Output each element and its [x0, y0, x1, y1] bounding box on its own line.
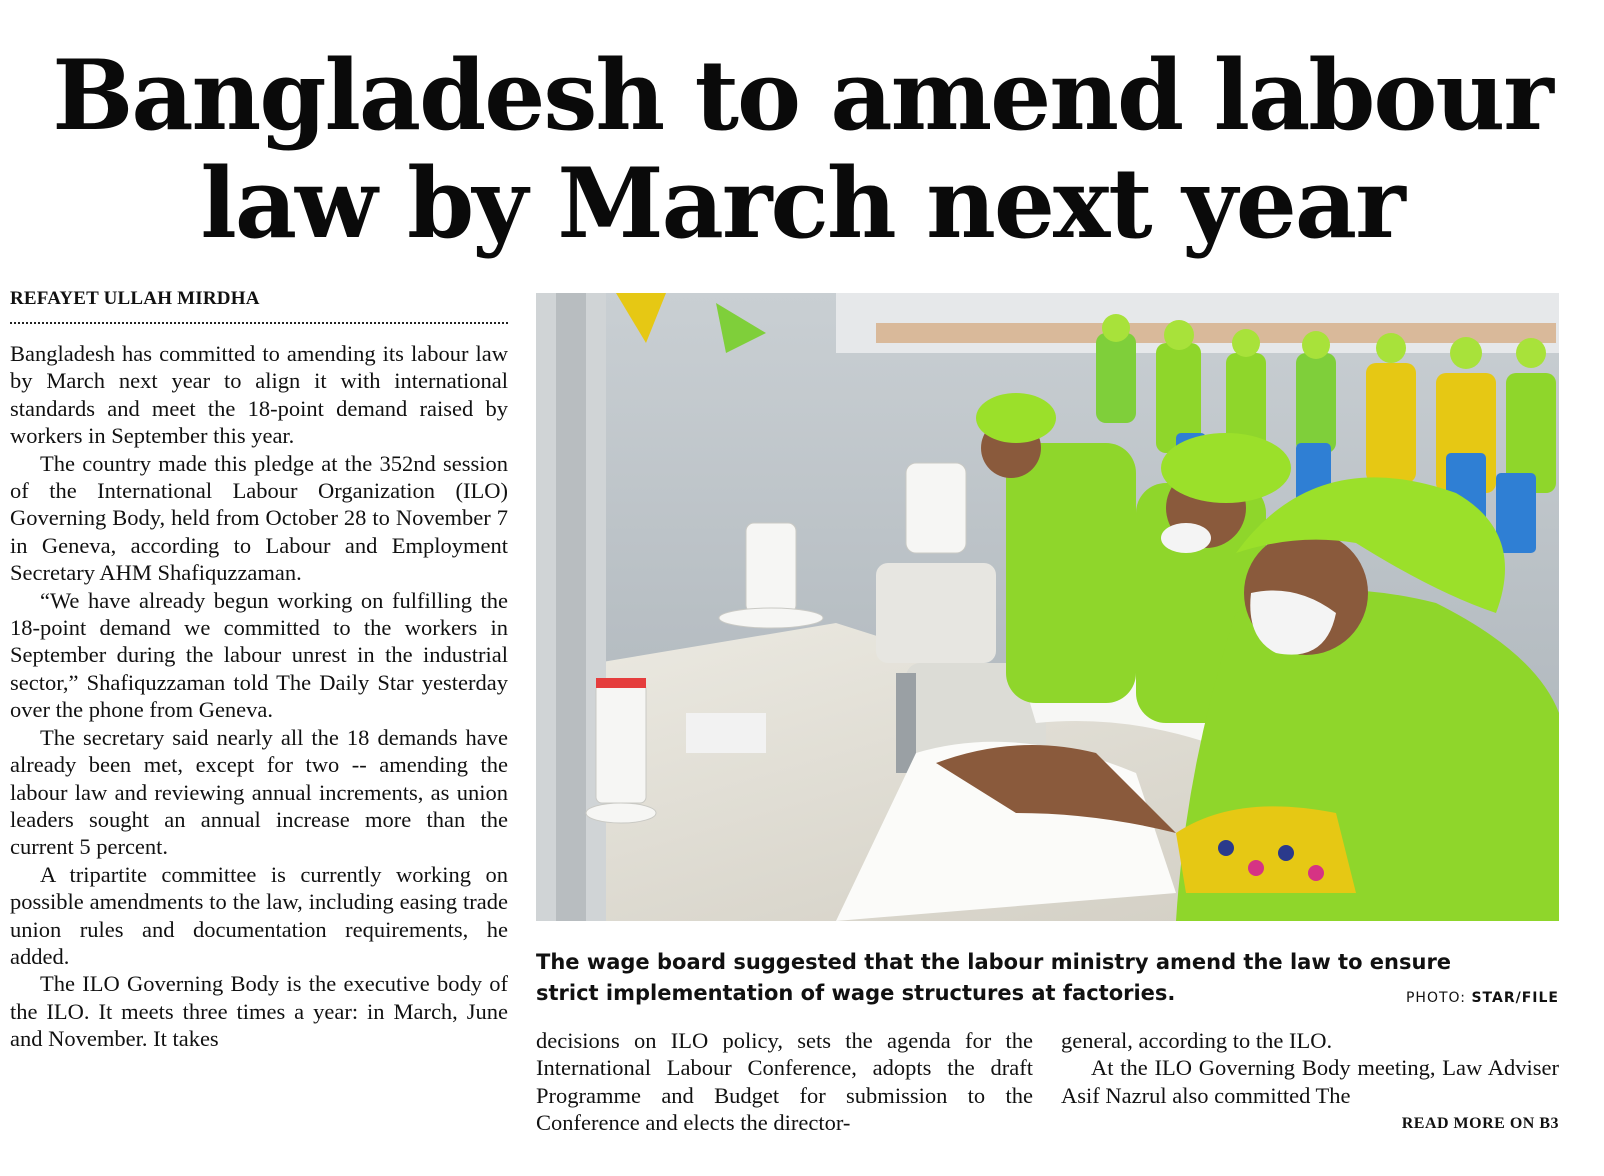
- news-photo: [536, 293, 1559, 921]
- paragraph: “We have already begun working on fulfilling the 18-point demand we committed to the workers in September during the labour unrest in the industrial sector,” Shafiquzzaman told The Daily Star yesterday over the phone from Geneva.: [10, 587, 508, 723]
- read-more-link[interactable]: READ MORE ON B3: [1401, 1115, 1559, 1132]
- paragraph: general, according to the ILO.: [1061, 1028, 1333, 1053]
- photo-credit-source: STAR/FILE: [1471, 990, 1559, 1006]
- paragraph: Bangladesh has committed to amending its labour law by March next year to align it with international standards and meet the 18-point demand raised by workers in September this year.: [10, 341, 508, 449]
- paragraph: decisions on ILO policy, sets the agenda for the International Labour Conference, adopts the draft Programme and Budget for submission to the Conference and elects the director-: [536, 1028, 1033, 1136]
- article-column-left: [10, 340, 508, 1140]
- headline-line-2: law by March next year: [200, 147, 1404, 260]
- paragraph: The ILO Governing Body is the executive body of the ILO. It meets three times a year: in March, June and November. It takes: [10, 971, 508, 1052]
- paragraph: At the ILO Governing Body meeting, Law Adviser Asif Nazrul also committed The: [1061, 1055, 1559, 1108]
- paragraph: The country made this pledge at the 352nd session of the International Labour Organization (ILO) Governing Body, held from October 28 to November 7 in Geneva, according to Labour and Employment Secretary AHM Shafiquzzaman.: [10, 450, 508, 586]
- article-column-right: [1061, 1027, 1559, 1109]
- photo-caption: The wage board suggested that the labour ministry amend the law to ensure strict implementation of wage structures at factories.: [536, 950, 1452, 1005]
- paragraph: The secretary said nearly all the 18 demands have already been met, except for two -- amending the labour law and reviewing annual increments, as union leaders sought an annual increase more than the current 5 percent.: [10, 724, 508, 860]
- headline: [20, 39, 1584, 260]
- headline-line-1: Bangladesh to amend labour: [52, 39, 1552, 152]
- photo-credit-label: PHOTO:: [1405, 990, 1467, 1006]
- byline: REFAYET ULLAH MIRDHA: [10, 288, 260, 309]
- photo-credit: [1406, 990, 1559, 1006]
- byline-divider: [10, 322, 508, 324]
- garment-factory-photo: [536, 293, 1559, 921]
- paragraph: A tripartite committee is currently working on possible amendments to the law, including easing trade union rules and documentation requirements, he added.: [10, 861, 508, 969]
- article-column-middle: [536, 1027, 1033, 1137]
